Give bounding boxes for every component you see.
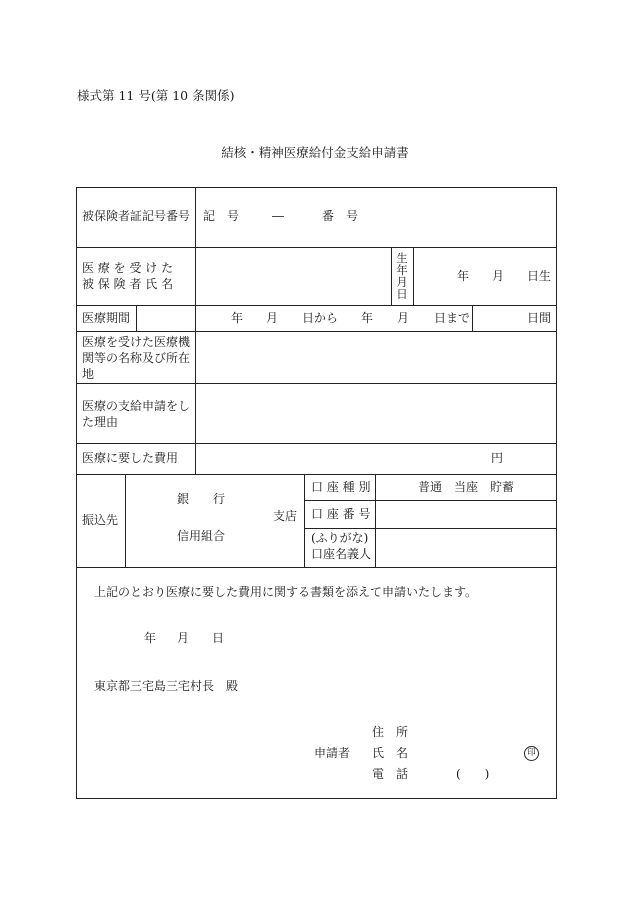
declaration-text: 上記のとおり医療に要した費用に関する書類を添えて申請いたします。 [94, 585, 478, 599]
account-holder-field[interactable] [376, 529, 555, 567]
period-until: 日まで [434, 311, 471, 325]
insured-name-field[interactable] [196, 248, 391, 305]
reason-label-line2: た理由 [82, 415, 119, 429]
bank-name-field[interactable] [126, 475, 304, 567]
phone-parens[interactable]: ( ) [456, 767, 490, 781]
reason-field[interactable] [196, 384, 555, 443]
birth-char-2: 年 [396, 263, 408, 277]
period-days: 日間 [527, 311, 552, 325]
address-label: 住 所 [372, 725, 409, 739]
birth-day-label: 日生 [527, 269, 552, 283]
period-month1: 月 [266, 311, 279, 325]
insured-name-label-line1: 医 療 を 受 け た [82, 261, 174, 275]
treatment-period-label: 医療期間 [82, 311, 131, 325]
period-year2: 年 [361, 311, 374, 325]
form-number: 様式第 11 号(第 10 条関係) [77, 88, 235, 103]
seal-icon: 印 [524, 746, 539, 761]
birth-char-3: 月 [396, 275, 408, 289]
credit-union-label: 信用組合 [177, 529, 226, 543]
card-symbol-label: 記 号 [203, 209, 240, 223]
addressee: 東京都三宅島三宅村長 殿 [94, 679, 239, 693]
birth-date-field[interactable] [414, 248, 555, 305]
medical-cost-field[interactable] [196, 444, 486, 474]
transfer-destination-label: 振込先 [82, 513, 119, 527]
name-label: 氏 名 [372, 746, 409, 760]
medical-cost-label: 医療に要した費用 [82, 451, 179, 465]
bank-label: 銀 行 [177, 492, 226, 506]
insured-name-label-line2: 被 保 険 者 氏 名 [82, 277, 174, 291]
account-number-label: 口 座 番 号 [311, 507, 371, 521]
insurance-card-number-field[interactable] [196, 188, 555, 247]
applicant-name-field[interactable] [412, 742, 517, 762]
facility-label-line3: 地 [82, 367, 95, 381]
birth-char-4: 日 [396, 287, 408, 301]
account-type-options[interactable]: 普通 当座 貯蓄 [418, 480, 515, 494]
period-year1: 年 [231, 311, 244, 325]
period-month2: 月 [397, 311, 410, 325]
date-month: 月 [177, 631, 190, 645]
facility-label-line2: 関等の名称及び所在 [82, 351, 191, 365]
address-field[interactable] [412, 721, 547, 741]
account-type-label: 口 座 種 別 [311, 480, 371, 494]
birth-year-label: 年 [457, 269, 470, 283]
applicant-label: 申請者 [314, 746, 351, 760]
phone-label: 電 話 [372, 767, 409, 781]
birth-month-label: 月 [492, 269, 505, 283]
card-dash: ― [272, 209, 284, 223]
branch-label: 支店 [273, 509, 298, 523]
facility-field[interactable] [196, 332, 555, 383]
treatment-days-field[interactable] [473, 306, 555, 331]
date-day: 日 [212, 631, 225, 645]
period-from: 日から [302, 311, 339, 325]
birth-char-1: 生 [396, 251, 408, 265]
form-title: 結核・精神医療給付金支給申請書 [221, 145, 409, 160]
insurance-card-number-label: 被保険者証記号番号 [82, 209, 191, 223]
account-number-field[interactable] [376, 501, 555, 528]
treatment-period-field[interactable] [137, 306, 472, 331]
date-year: 年 [144, 631, 157, 645]
account-holder-label: 口座名義人 [311, 547, 372, 561]
reason-label-line1: 医療の支給申請をし [82, 399, 191, 413]
furigana-label: (ふりがな) [311, 531, 369, 545]
yen-label: 円 [491, 451, 504, 465]
facility-label-line1: 医療を受けた医療機 [82, 335, 191, 349]
card-number-label: 番 号 [322, 209, 359, 223]
